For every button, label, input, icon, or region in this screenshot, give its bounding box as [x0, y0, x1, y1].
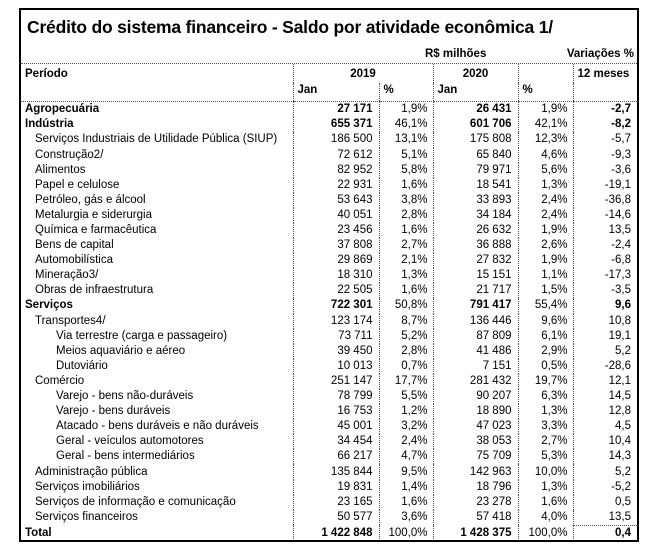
jan-2019-value: 34 454 — [293, 434, 379, 449]
jan-2020-value: 23 278 — [433, 495, 518, 510]
pct-2019-value: 1,2% — [379, 404, 433, 419]
header-empty — [21, 83, 293, 102]
jan-2019-value: 22 505 — [293, 283, 379, 298]
jan-2020-value: 26 431 — [433, 102, 518, 118]
header-pct-2020: % — [518, 83, 573, 102]
jan-2020-value: 65 840 — [433, 148, 518, 163]
var-12m-value: 14,5 — [573, 389, 637, 404]
row-label: Varejo - bens duráveis — [56, 405, 171, 418]
var-12m-value: 12,8 — [573, 404, 637, 419]
table-row — [21, 298, 637, 313]
units-row — [21, 41, 637, 64]
table-row — [21, 404, 637, 419]
jan-2019-value: 123 174 — [293, 314, 379, 329]
var-12m-value: -3,5 — [573, 283, 637, 298]
jan-2020-value: 33 893 — [433, 193, 518, 208]
pct-2020-value: 4,0% — [518, 510, 573, 526]
data-table — [21, 64, 637, 541]
jan-2020-value: 175 808 — [433, 132, 518, 147]
row-label: Metalurgia e siderurgia — [35, 208, 152, 221]
var-12m-value: 10,8 — [573, 314, 637, 329]
table-row — [21, 268, 637, 283]
jan-2020-value: 1 428 375 — [433, 525, 518, 541]
jan-2019-value: 40 051 — [293, 208, 379, 223]
row-label: Dutoviário — [56, 359, 108, 372]
pct-2020-value: 19,7% — [518, 374, 573, 389]
var-12m-value: 5,2 — [573, 464, 637, 479]
jan-2020-value: 75 709 — [433, 449, 518, 464]
pct-2019-value: 2,1% — [379, 253, 433, 268]
jan-2019-value: 53 643 — [293, 193, 379, 208]
jan-2019-value: 722 301 — [293, 298, 379, 313]
jan-2019-value: 22 931 — [293, 178, 379, 193]
variation-unit-label: Variações % — [566, 48, 634, 60]
pct-2019-value: 5,8% — [379, 163, 433, 178]
jan-2019-value: 37 808 — [293, 238, 379, 253]
row-label: Geral - bens intermediários — [56, 450, 195, 463]
var-12m-value: -9,3 — [573, 148, 637, 163]
table-row — [21, 132, 637, 147]
pct-2020-value: 42,1% — [518, 117, 573, 132]
table-row — [21, 178, 637, 193]
pct-2020-value: 1,9% — [518, 253, 573, 268]
row-label: Bens de capital — [35, 239, 114, 252]
pct-2019-value: 1,9% — [379, 102, 433, 118]
var-12m-value: 9,6 — [573, 298, 637, 313]
pct-2020-value: 12,3% — [518, 132, 573, 147]
row-label: Obras de infraestrutura — [35, 284, 154, 297]
pct-2019-value: 50,8% — [379, 298, 433, 313]
header-row-years — [21, 64, 637, 83]
pct-2020-value: 2,4% — [518, 208, 573, 223]
row-label: Química e farmacêutica — [35, 224, 157, 237]
table-row — [21, 253, 637, 268]
row-label: Varejo - bens não-duráveis — [56, 390, 194, 403]
var-12m-value: 0,5 — [573, 495, 637, 510]
jan-2020-value: 41 486 — [433, 344, 518, 359]
row-label: Transportes4/ — [35, 314, 106, 327]
table-row — [21, 208, 637, 223]
var-12m-value: -3,6 — [573, 163, 637, 178]
var-12m-value: 19,1 — [573, 329, 637, 344]
pct-2019-value: 2,8% — [379, 344, 433, 359]
row-label: Atacado - bens duráveis e não duráveis — [56, 420, 259, 433]
pct-2019-value: 46,1% — [379, 117, 433, 132]
jan-2019-value: 45 001 — [293, 419, 379, 434]
jan-2020-value: 34 184 — [433, 208, 518, 223]
jan-2019-value: 82 952 — [293, 163, 379, 178]
jan-2020-value: 15 151 — [433, 268, 518, 283]
var-12m-value: -17,3 — [573, 268, 637, 283]
header-year-2020: 2020 — [433, 64, 518, 83]
pct-2019-value: 3,2% — [379, 419, 433, 434]
header-row-months — [21, 83, 637, 102]
var-12m-value: -8,2 — [573, 117, 637, 132]
pct-2020-value: 1,9% — [518, 223, 573, 238]
table-row — [21, 223, 637, 238]
pct-2020-value: 1,3% — [518, 480, 573, 495]
pct-2020-value: 6,1% — [518, 329, 573, 344]
header-pct-2019: % — [379, 83, 433, 102]
row-label: Agropecuária — [25, 103, 100, 116]
row-label: Serviços imobiliários — [35, 480, 140, 493]
pct-2019-value: 2,4% — [379, 434, 433, 449]
row-label: Meios aquaviário e aéreo — [56, 344, 186, 357]
table-row — [21, 163, 637, 178]
pct-2020-value: 10,0% — [518, 464, 573, 479]
row-label: Petróleo, gás e álcool — [35, 193, 146, 206]
jan-2019-value: 73 711 — [293, 329, 379, 344]
header-12-months: 12 meses — [573, 64, 637, 83]
jan-2019-value: 10 013 — [293, 359, 379, 374]
pct-2019-value: 5,1% — [379, 148, 433, 163]
var-12m-value: -2,7 — [573, 102, 637, 118]
table-row — [21, 464, 637, 479]
pct-2020-value: 2,4% — [518, 193, 573, 208]
table-row — [21, 419, 637, 434]
var-12m-value: -14,6 — [573, 208, 637, 223]
jan-2019-value: 66 217 — [293, 449, 379, 464]
pct-2020-value: 1,6% — [518, 495, 573, 510]
pct-2019-value: 13,1% — [379, 132, 433, 147]
table-row — [21, 117, 637, 132]
pct-2020-value: 100,0% — [518, 525, 573, 541]
var-12m-value: 13,5 — [573, 510, 637, 526]
table-row — [21, 314, 637, 329]
table-row — [21, 510, 637, 526]
pct-2020-value: 9,6% — [518, 314, 573, 329]
pct-2020-value: 1,9% — [518, 102, 573, 118]
jan-2020-value: 18 890 — [433, 404, 518, 419]
jan-2020-value: 26 632 — [433, 223, 518, 238]
header-jan-2019: Jan — [293, 83, 379, 102]
table-row — [21, 434, 637, 449]
table-row — [21, 283, 637, 298]
pct-2019-value: 0,7% — [379, 359, 433, 374]
header-period: Período — [25, 68, 68, 80]
pct-2019-value: 1,6% — [379, 495, 433, 510]
jan-2019-value: 23 165 — [293, 495, 379, 510]
jan-2019-value: 78 799 — [293, 389, 379, 404]
jan-2020-value: 601 706 — [433, 117, 518, 132]
row-label: Via terrestre (carga e passageiro) — [56, 329, 228, 342]
jan-2020-value: 27 832 — [433, 253, 518, 268]
table-title: Crédito do sistema financeiro - Saldo por atividade econômica 1/ — [27, 17, 553, 37]
pct-2019-value: 3,8% — [379, 193, 433, 208]
jan-2019-value: 39 450 — [293, 344, 379, 359]
row-label: Serviços — [25, 299, 73, 312]
table-row — [21, 193, 637, 208]
credit-activity-table — [19, 8, 639, 542]
pct-2019-value: 1,3% — [379, 268, 433, 283]
var-12m-value: 14,3 — [573, 449, 637, 464]
var-12m-value: -19,1 — [573, 178, 637, 193]
pct-2019-value: 100,0% — [379, 525, 433, 541]
pct-2020-value: 4,6% — [518, 148, 573, 163]
row-label: Comércio — [35, 374, 85, 387]
header-empty-last — [573, 83, 637, 102]
jan-2019-value: 135 844 — [293, 464, 379, 479]
jan-2020-value: 21 717 — [433, 283, 518, 298]
pct-2019-value: 1,4% — [379, 480, 433, 495]
header-spacer — [518, 64, 573, 83]
row-label: Geral - veículos automotores — [56, 435, 204, 448]
header-year-2019: 2019 — [293, 64, 433, 83]
table-row — [21, 449, 637, 464]
jan-2019-value: 50 577 — [293, 510, 379, 526]
pct-2020-value: 55,4% — [518, 298, 573, 313]
jan-2020-value: 791 417 — [433, 298, 518, 313]
jan-2020-value: 79 971 — [433, 163, 518, 178]
pct-2019-value: 4,7% — [379, 449, 433, 464]
var-12m-value: -2,4 — [573, 238, 637, 253]
jan-2019-value: 72 612 — [293, 148, 379, 163]
var-12m-value: -28,6 — [573, 359, 637, 374]
pct-2019-value: 1,6% — [379, 178, 433, 193]
table-row — [21, 344, 637, 359]
pct-2020-value: 2,9% — [518, 344, 573, 359]
pct-2019-value: 1,6% — [379, 223, 433, 238]
table-row — [21, 238, 637, 253]
jan-2020-value: 36 888 — [433, 238, 518, 253]
jan-2020-value: 142 963 — [433, 464, 518, 479]
pct-2019-value: 5,5% — [379, 389, 433, 404]
jan-2020-value: 281 432 — [433, 374, 518, 389]
var-12m-value: 5,2 — [573, 344, 637, 359]
row-label: Mineração3/ — [35, 269, 99, 282]
pct-2019-value: 1,6% — [379, 283, 433, 298]
header-jan-2020: Jan — [433, 83, 518, 102]
pct-2019-value: 17,7% — [379, 374, 433, 389]
row-label: Indústria — [25, 118, 74, 131]
var-12m-value: 10,4 — [573, 434, 637, 449]
var-12m-value: 12,1 — [573, 374, 637, 389]
row-label: Serviços de informação e comunicação — [35, 495, 236, 508]
table-row — [21, 359, 637, 374]
var-12m-value: -6,8 — [573, 253, 637, 268]
row-label: Automobilística — [35, 254, 113, 267]
pct-2019-value: 2,8% — [379, 208, 433, 223]
pct-2020-value: 1,1% — [518, 268, 573, 283]
jan-2020-value: 38 053 — [433, 434, 518, 449]
table-row — [21, 374, 637, 389]
pct-2019-value: 2,7% — [379, 238, 433, 253]
pct-2020-value: 2,7% — [518, 434, 573, 449]
row-label: Administração pública — [35, 465, 148, 478]
jan-2019-value: 19 831 — [293, 480, 379, 495]
pct-2019-value: 8,7% — [379, 314, 433, 329]
jan-2019-value: 27 171 — [293, 102, 379, 118]
row-label: Construção2/ — [35, 148, 104, 161]
jan-2020-value: 7 151 — [433, 359, 518, 374]
var-12m-value: -36,8 — [573, 193, 637, 208]
jan-2020-value: 18 796 — [433, 480, 518, 495]
pct-2020-value: 5,6% — [518, 163, 573, 178]
pct-2020-value: 2,6% — [518, 238, 573, 253]
jan-2019-value: 251 147 — [293, 374, 379, 389]
row-label: Total — [25, 526, 52, 539]
row-label: Serviços Industriais de Utilidade Pública (SIUP) — [35, 133, 278, 146]
pct-2019-value: 3,6% — [379, 510, 433, 526]
pct-2020-value: 6,3% — [518, 389, 573, 404]
jan-2019-value: 29 869 — [293, 253, 379, 268]
var-12m-value: -5,7 — [573, 132, 637, 147]
table-row — [21, 495, 637, 510]
jan-2019-value: 655 371 — [293, 117, 379, 132]
table-row — [21, 480, 637, 495]
table-row — [21, 102, 637, 118]
jan-2020-value: 90 207 — [433, 389, 518, 404]
var-12m-value: 13,5 — [573, 223, 637, 238]
pct-2020-value: 3,3% — [518, 419, 573, 434]
jan-2019-value: 18 310 — [293, 268, 379, 283]
jan-2020-value: 136 446 — [433, 314, 518, 329]
pct-2020-value: 5,3% — [518, 449, 573, 464]
jan-2019-value: 16 753 — [293, 404, 379, 419]
pct-2020-value: 0,5% — [518, 359, 573, 374]
row-label: Papel e celulose — [35, 178, 120, 191]
table-row — [21, 389, 637, 404]
jan-2019-value: 1 422 848 — [293, 525, 379, 541]
table-row — [21, 148, 637, 163]
table-row — [21, 329, 637, 344]
row-label: Serviços financeiros — [35, 511, 138, 524]
var-12m-value: -5,2 — [573, 480, 637, 495]
pct-2020-value: 1,5% — [518, 283, 573, 298]
pct-2020-value: 1,3% — [518, 404, 573, 419]
pct-2020-value: 1,3% — [518, 178, 573, 193]
currency-unit-label: R$ milhões — [425, 48, 487, 60]
jan-2019-value: 186 500 — [293, 132, 379, 147]
var-12m-value: 4,5 — [573, 419, 637, 434]
table-row — [21, 525, 637, 541]
pct-2019-value: 9,5% — [379, 464, 433, 479]
var-12m-value: 0,4 — [573, 525, 637, 541]
jan-2020-value: 47 023 — [433, 419, 518, 434]
jan-2020-value: 18 541 — [433, 178, 518, 193]
jan-2019-value: 23 456 — [293, 223, 379, 238]
jan-2020-value: 57 418 — [433, 510, 518, 526]
row-label: Alimentos — [35, 163, 86, 176]
pct-2019-value: 5,2% — [379, 329, 433, 344]
jan-2020-value: 87 809 — [433, 329, 518, 344]
